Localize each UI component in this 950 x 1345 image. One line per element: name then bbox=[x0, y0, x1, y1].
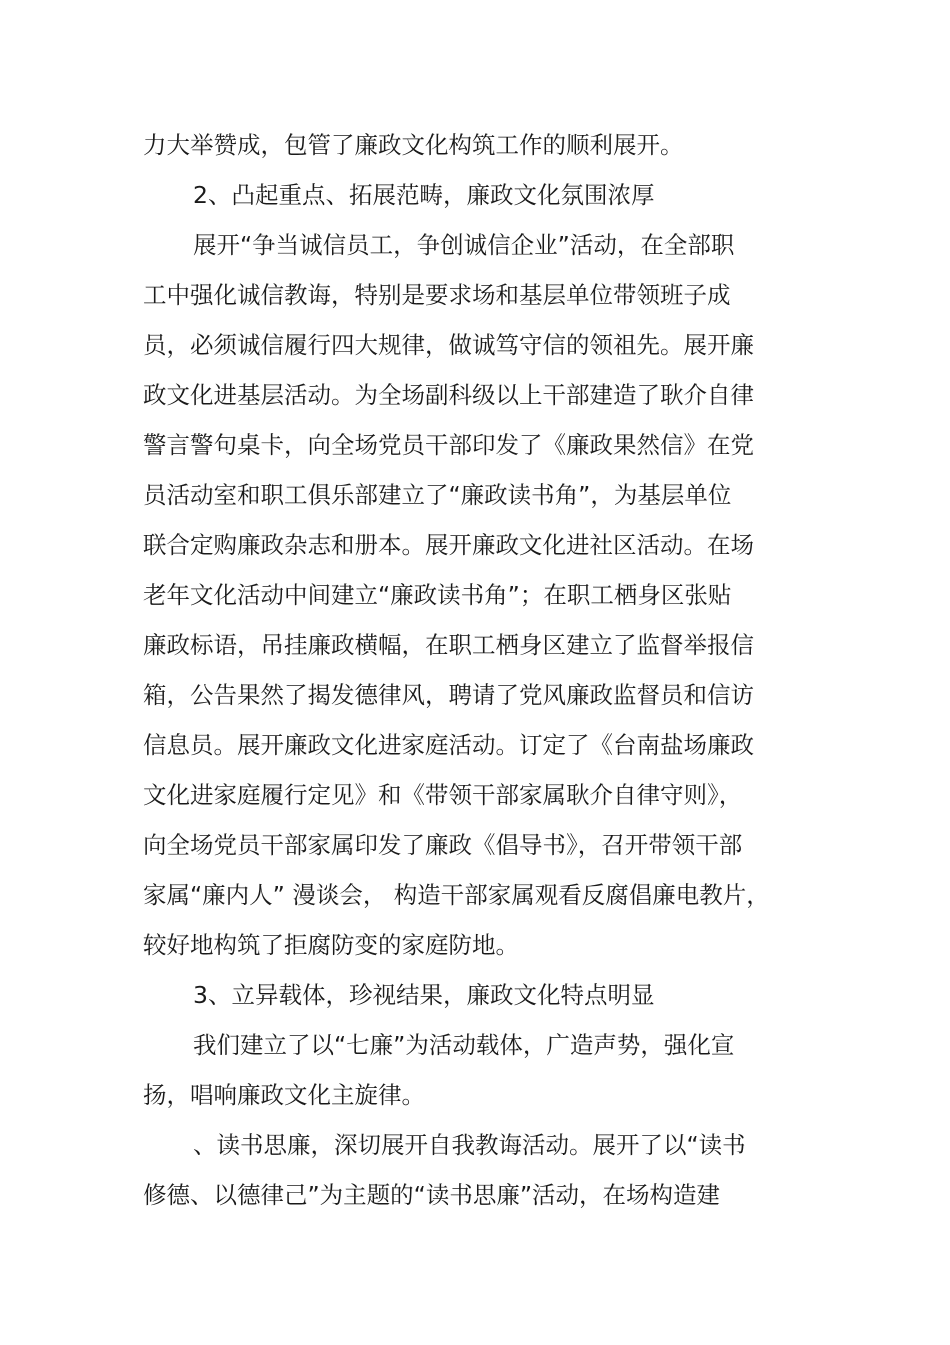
text-line: 力大举赞成，包管了廉政文化构筑工作的顺利展开。 bbox=[143, 131, 684, 159]
text-line: 展开“争当诚信员工，争创诚信企业”活动，在全部职 bbox=[193, 231, 735, 259]
text-line: 工中强化诚信教诲，特别是要求场和基层单位带领班子成 bbox=[143, 281, 731, 309]
text-line: 向全场党员干部家属印发了廉政《倡导书》，召开带领干部 bbox=[143, 831, 743, 859]
text-line: 信息员。展开廉政文化进家庭活动。订定了《台南盐场廉政 bbox=[143, 731, 754, 759]
text-line: 警言警句桌卡，向全场党员干部印发了《廉政果然信》在党 bbox=[143, 431, 754, 459]
text-line: 联合定购廉政杂志和册本。展开廉政文化进社区活动。在场 bbox=[143, 531, 754, 559]
text-line: 家属“廉内人” 漫谈会， 构造干部家属观看反腐倡廉电教片， bbox=[143, 881, 770, 909]
text-line: 员活动室和职工俱乐部建立了“廉政读书角”，为基层单位 bbox=[143, 481, 732, 509]
text-line: 我们建立了以“七廉”为活动载体，广造声势，强化宣 bbox=[193, 1031, 735, 1059]
section-heading: 3、立异载体，珍视结果，廉政文化特点明显 bbox=[193, 981, 655, 1009]
text-line: 较好地构筑了拒腐防变的家庭防地。 bbox=[143, 931, 519, 959]
text-line: 、读书思廉，深切展开自我教诲活动。展开了以“读书 bbox=[193, 1131, 746, 1159]
text-line: 文化进家庭履行定见》和《带领干部家属耿介自律守则》， bbox=[143, 781, 743, 809]
text-line: 老年文化活动中间建立“廉政读书角”；在职工栖身区张贴 bbox=[143, 581, 732, 609]
body-text bbox=[143, 120, 783, 1220]
text-line: 政文化进基层活动。为全场副科级以上干部建造了耿介自律 bbox=[143, 381, 754, 409]
text-line: 扬，唱响廉政文化主旋律。 bbox=[143, 1081, 425, 1109]
section-heading: 2、凸起重点、拓展范畴，廉政文化氛围浓厚 bbox=[193, 181, 655, 209]
text-line: 廉政标语，吊挂廉政横幅，在职工栖身区建立了监督举报信 bbox=[143, 631, 754, 659]
text-line: 修德、以德律己”为主题的“读书思廉”活动，在场构造建 bbox=[143, 1181, 721, 1209]
text-line: 箱，公告果然了揭发德律风，聘请了党风廉政监督员和信访 bbox=[143, 681, 754, 709]
text-line: 员，必须诚信履行四大规律，做诚笃守信的领祖先。展开廉 bbox=[143, 331, 754, 359]
